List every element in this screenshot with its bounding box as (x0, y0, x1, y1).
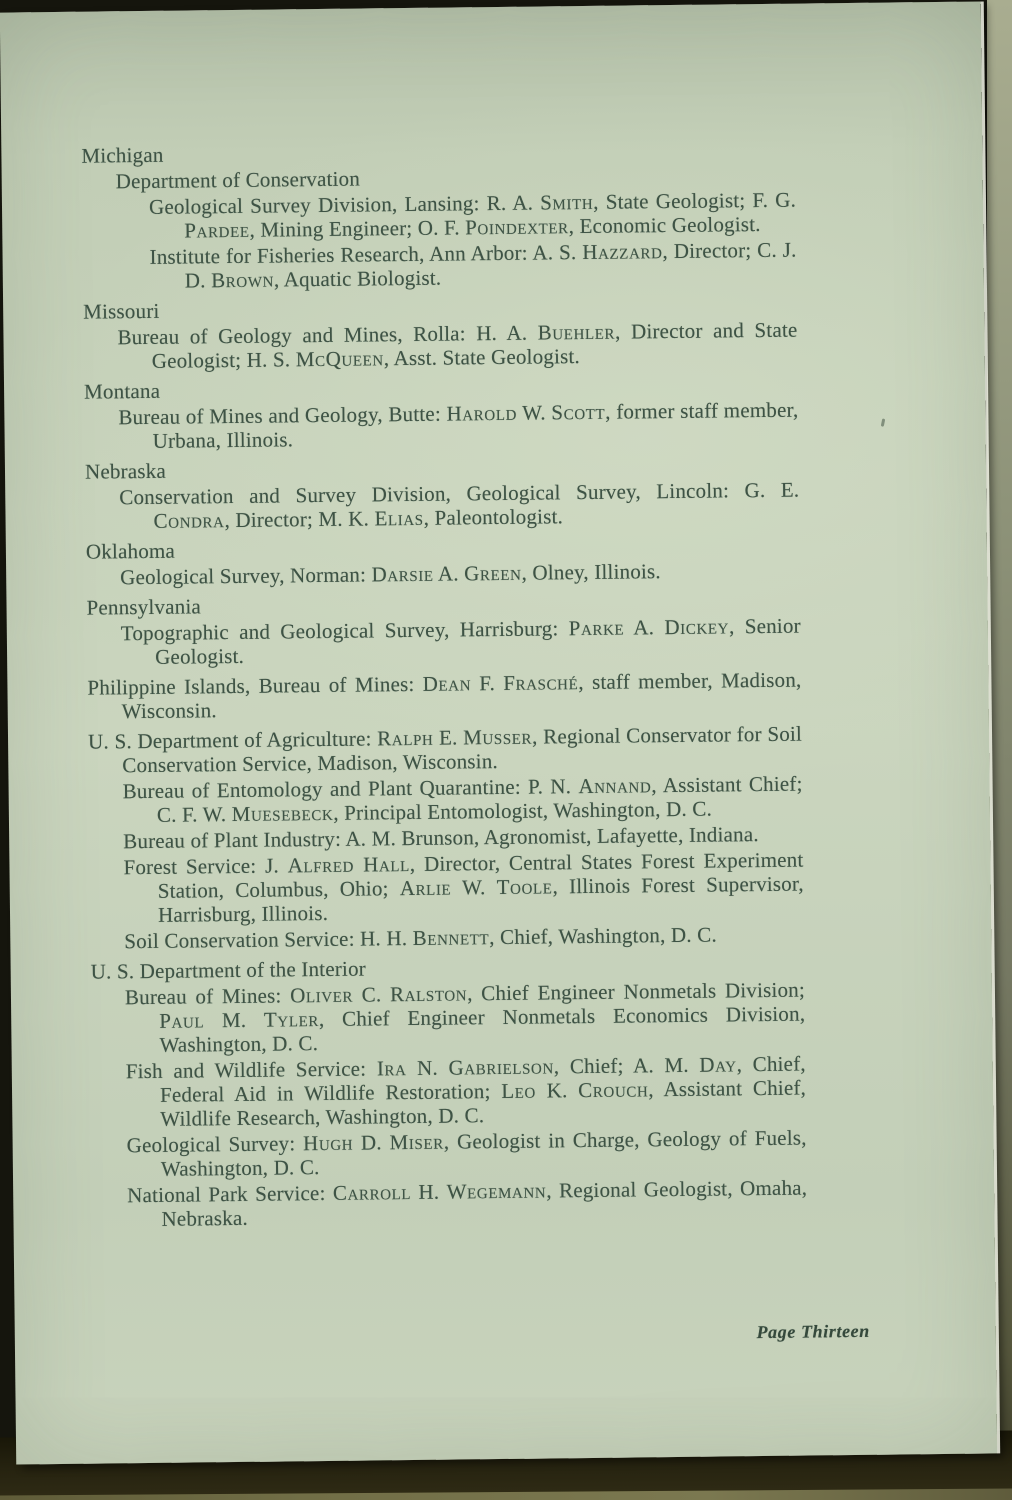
directory-entry (127, 1126, 808, 1182)
entry-text: H. (410, 1179, 447, 1205)
person-name: Arlie (399, 875, 452, 901)
entry-text: N. (406, 1055, 449, 1081)
entry-text: W. (451, 875, 497, 900)
entry-text: Bureau of Mines and Geology, Butte: (118, 401, 447, 430)
entry-text: Bureau of Entomology and Plant Quarantine: P. N. (122, 774, 579, 804)
entry-text: Philippine Islands, Bureau of Mines: (87, 671, 423, 700)
entry-text: D. (353, 1130, 390, 1155)
entry-text: , Director; C. J. D. (184, 237, 797, 293)
person-name: Hugh (302, 1130, 354, 1156)
person-name: Alfred Hall (287, 852, 410, 878)
entry-text: Bureau of Plant Industry: A. M. Brunson, Agronomist, Lafayette, Indiana. (123, 822, 759, 854)
entry-text: Bureau of Geology and Mines, Rolla: H. A. (117, 320, 538, 350)
entry-text: , Mining Engineer; O. F. (249, 215, 466, 242)
entry-text: , Olney, Illinois. (521, 559, 661, 585)
person-name: Ralston (389, 981, 468, 1007)
person-name: Wegemann (446, 1178, 547, 1204)
entry-text: , Regional Conservator for Soil Conservation Service, Madison, Wisconsin. (122, 721, 803, 778)
entry-text: , Asst. State Geologist. (383, 344, 581, 371)
entry-text: , Paleontologist. (423, 504, 564, 530)
book-page (0, 1, 997, 1464)
directory-entry (126, 1052, 807, 1132)
directory-entry (88, 722, 802, 778)
entry-text: Bureau of Mines: (124, 983, 291, 1010)
person-name: Day (699, 1052, 737, 1077)
entry-text: , Director, Central States Forest Experiment Station, Columbus, Ohio; (157, 847, 804, 903)
entry-text: , Geologist in Charge, Geology of Fuels, Washington, D. C. (160, 1125, 807, 1181)
directory-entry (123, 848, 804, 928)
entry-text: , former staff member, Urbana, Illinois. (152, 397, 799, 453)
entry-text: Oklahoma (85, 538, 176, 564)
person-name: Green (464, 560, 522, 586)
person-name: Elias (374, 505, 424, 531)
page-number: Page Thirteen (756, 1320, 870, 1343)
entry-text: , Chief Engineer Nonmetals Division; (466, 977, 806, 1006)
entry-text: , Illinois Forest Supervisor, Harrisburg, Illinois. (157, 871, 804, 927)
person-name: Darsie (371, 561, 434, 587)
directory-entry (125, 978, 806, 1058)
directory-entry (120, 558, 800, 590)
person-name: Ira (376, 1056, 407, 1081)
person-name: Brown (210, 267, 275, 293)
person-name: Parke (568, 615, 625, 641)
entry-text: , staff member, Madison, Wisconsin. (121, 667, 802, 724)
directory-entry (123, 772, 804, 828)
entry-text: Geological Survey, Norman: (120, 562, 372, 590)
directory-entry (87, 668, 801, 724)
entry-text: C. (352, 982, 391, 1007)
entry-text: Missouri (83, 298, 160, 324)
directory-entry (149, 238, 797, 293)
entry-text: U. S. Department of Agriculture: (87, 726, 378, 754)
entry-text: A. (624, 615, 665, 640)
page-content (81, 136, 807, 1234)
entry-text: U. S. Department of the Interior (90, 956, 367, 984)
entry-text: E. (433, 725, 464, 750)
scan-speck (881, 418, 886, 426)
person-name: Tyler (263, 1007, 320, 1032)
entry-text: Geological Survey Division, Lansing: R. A. (148, 190, 541, 219)
person-name: Dickey (664, 614, 730, 640)
entry-text: Soil Conservation Service: H. H. (124, 925, 413, 954)
person-name: Miser (389, 1129, 444, 1155)
directory-entry (127, 1176, 808, 1232)
person-name: Scott (551, 399, 606, 425)
person-name: Toole (496, 874, 553, 900)
person-name: Annand (578, 773, 652, 799)
directory-entry (119, 478, 800, 534)
person-name: Frasché (503, 670, 579, 695)
entry-text: Topographic and Geological Survey, Harrisburg: (120, 616, 569, 646)
entry-text: , Chief; A. M. (553, 1052, 700, 1079)
person-name: Harold (446, 400, 518, 426)
person-name: Dean (422, 671, 472, 696)
person-name: Gabrielson (448, 1054, 554, 1080)
person-name: McQueen (295, 346, 384, 372)
person-name: Oliver (290, 982, 354, 1008)
entry-text: , Principal Entomologist, Washington, D. C. (333, 796, 713, 825)
entry-text: K. (535, 1078, 579, 1103)
directory-entry (118, 398, 799, 454)
entry-text: Forest Service: J. (123, 853, 288, 880)
person-name: Smith (540, 189, 594, 215)
entry-text: , Assistant Chief; C. F. W. (156, 771, 803, 827)
entry-text: Geological Survey: (126, 1131, 304, 1158)
entry-text: Fish and Wildlife Service: (125, 1056, 377, 1084)
entry-text: Institute for Fisheries Research, Ann Arbor: A. S. (149, 240, 583, 269)
person-name: Bennett (412, 925, 490, 950)
person-name: Buehler (537, 319, 616, 345)
entry-text: Michigan (81, 142, 164, 168)
person-name: Poindexter (465, 214, 569, 240)
directory-entry (149, 188, 797, 243)
entry-text: National Park Service: (127, 1180, 334, 1208)
entry-text: , Economic Geologist. (568, 211, 761, 239)
entry-text: A. (433, 561, 465, 586)
entry-text: , Chief, Washington, D. C. (489, 922, 717, 950)
person-name: Crouch (578, 1077, 649, 1103)
person-name: Ralph (377, 725, 434, 751)
person-name: Condra (153, 508, 225, 533)
entry-text: , Regional Geologist, Omaha, Nebraska. (161, 1175, 808, 1231)
person-name: Musser (462, 724, 533, 750)
person-name: Carroll (332, 1180, 412, 1205)
person-name: Pardee (184, 217, 250, 243)
entry-text: Conservation and Survey Division, Geological Survey, Lincoln: G. E. (119, 477, 800, 510)
entry-text: Pennsylvania (86, 594, 202, 620)
entry-text: W. (516, 400, 552, 425)
entry-text: Montana (83, 378, 161, 404)
entry-text: M. (204, 1007, 265, 1033)
person-name: Paul (159, 1008, 205, 1033)
entry-text: Nebraska (84, 458, 167, 484)
entry-text: , Director; M. K. (224, 506, 375, 533)
person-name: Hazzard (582, 239, 663, 265)
entry-text: F. (470, 670, 504, 696)
directory-entry (124, 922, 804, 954)
entry-text: , Assistant Chief, Wildlife Research, Washington, D. C. (160, 1075, 807, 1131)
entry-text: , Chief, Federal Aid in Wildlife Restoration; (159, 1051, 806, 1107)
entry-text: , Director and State Geologist; H. S. (151, 317, 798, 373)
entry-text: , State Geologist; F. G. (593, 187, 797, 214)
entry-text: Department of Conservation (115, 166, 361, 194)
entry-text: , Senior Geologist. (154, 613, 801, 669)
directory-entry (121, 614, 802, 670)
person-name: Muesebeck (231, 800, 334, 827)
directory-entry (117, 318, 798, 374)
entry-text: , Aquatic Biologist. (273, 265, 442, 292)
entry-text: , Chief Engineer Nonmetals Economics Division, Washington, D. C. (159, 1001, 806, 1057)
person-name: Leo (501, 1078, 537, 1103)
